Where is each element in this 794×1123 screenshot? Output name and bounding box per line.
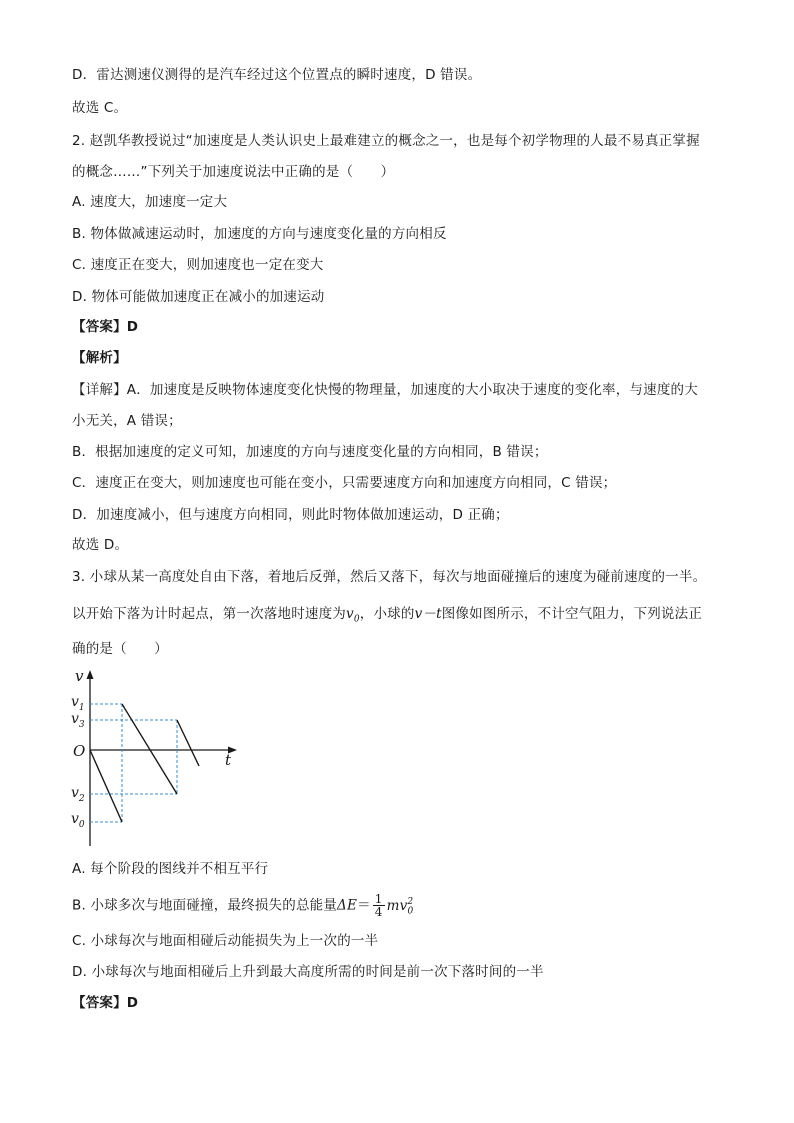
q3-v0: $v_0$ (346, 606, 360, 625)
segment-bounce-2 (177, 720, 199, 766)
origin-label: O (73, 742, 86, 760)
q3-stem-line2 (72, 605, 702, 629)
line-l1: D．雷达测速仪测得的是汽车经过这个位置点的瞬时速度，D 错误。 (72, 67, 482, 83)
q3-stem-text-b: ，小球的 (359, 606, 415, 622)
vt-graph (68, 664, 248, 849)
q2-option-b: B. 物体做减速运动时，加速度的方向与速度变化量的方向相反 (72, 226, 447, 242)
q3-stem-line1: 3. 小球从某一高度处自由下落，着地后反弹，然后又落下，每次与地面碰撞后的速度为碰前速度的一半。 (72, 569, 707, 585)
q2-detail-4: C．速度正在变大，则加速度也可能在变小，只需要速度方向和加速度方向相同，C 错误； (72, 475, 617, 491)
q2-stem-line2: 的概念……”下列关于加速度说法中正确的是（ ） (72, 164, 395, 180)
q2-option-a: A. 速度大，加速度一定大 (72, 194, 228, 210)
q3-option-d: D. 小球每次与地面相碰后上升到最大高度所需的时间是前一次下落时间的一半 (72, 964, 544, 980)
vt-lines (90, 704, 199, 822)
q3-stem-text-c: 图像如图所示，不计空气阻力，下列说法正 (441, 606, 703, 622)
v-axis-arrow (87, 670, 94, 679)
q3-stem-text-a: 以开始下落为计时起点，第一次落地时速度为 (72, 606, 346, 622)
q3-option-a: A. 每个阶段的图线并不相互平行 (72, 861, 269, 877)
label-v3: $v_3$ (71, 711, 85, 730)
q3-stem-line3: 确的是（ ） (72, 641, 168, 657)
q2-option-d: D. 物体可能做加速度正在减小的加速运动 (72, 289, 325, 305)
q2-detail-1: 【详解】A．加速度是反映物体速度变化快慢的物理量，加速度的大小取决于速度的变化率，与速度的大 (72, 382, 698, 398)
q3-delta-e: ΔE (337, 897, 358, 914)
q2-answer: 【答案】D (72, 319, 139, 335)
q2-detail-2: 小无关，A 错误； (72, 413, 182, 429)
segment-bounce-1 (122, 704, 177, 794)
segment-fall-1 (90, 750, 122, 822)
line-l2: 故选 C。 (72, 100, 128, 116)
axis-v-label: v (75, 667, 84, 685)
q2-stem-line1: 2. 赵凯华教授说过“加速度是人类认识史上最难建立的概念之一，也是每个初学物理的人最不易真正掌握 (72, 133, 700, 149)
label-v1: $v_1$ (71, 694, 85, 713)
q3-option-b-text: B. 小球多次与地面碰撞，最终损失的总能量 (72, 897, 338, 914)
label-v2: $v_2$ (71, 785, 85, 804)
q3-fraction: $\frac{1}{4}$ (374, 892, 383, 919)
q2-choose: 故选 D。 (72, 537, 129, 553)
q3-option-b (72, 889, 413, 924)
q2-detail-3: B．根据加速度的定义可知，加速度的方向与速度变化量的方向相同，B 错误； (72, 444, 548, 460)
q3-option-c: C. 小球每次与地面相碰后动能损失为上一次的一半 (72, 933, 379, 949)
q3-vt: v－t (414, 606, 442, 622)
axis-t-label: t (225, 751, 232, 769)
q2-analysis-heading: 【解析】 (72, 350, 127, 366)
label-v0: $v_0$ (71, 811, 85, 830)
q3-equals: ＝ (357, 897, 371, 914)
q2-option-c: C. 速度正在变大，则加速度也一定在变大 (72, 257, 324, 273)
q2-detail-5: D．加速度减小，但与速度方向相同，则此时物体做加速运动，D 正确； (72, 507, 509, 523)
q3-answer: 【答案】D (72, 995, 139, 1011)
q3-mv0-sq: $mv_0^2$ (386, 897, 414, 917)
